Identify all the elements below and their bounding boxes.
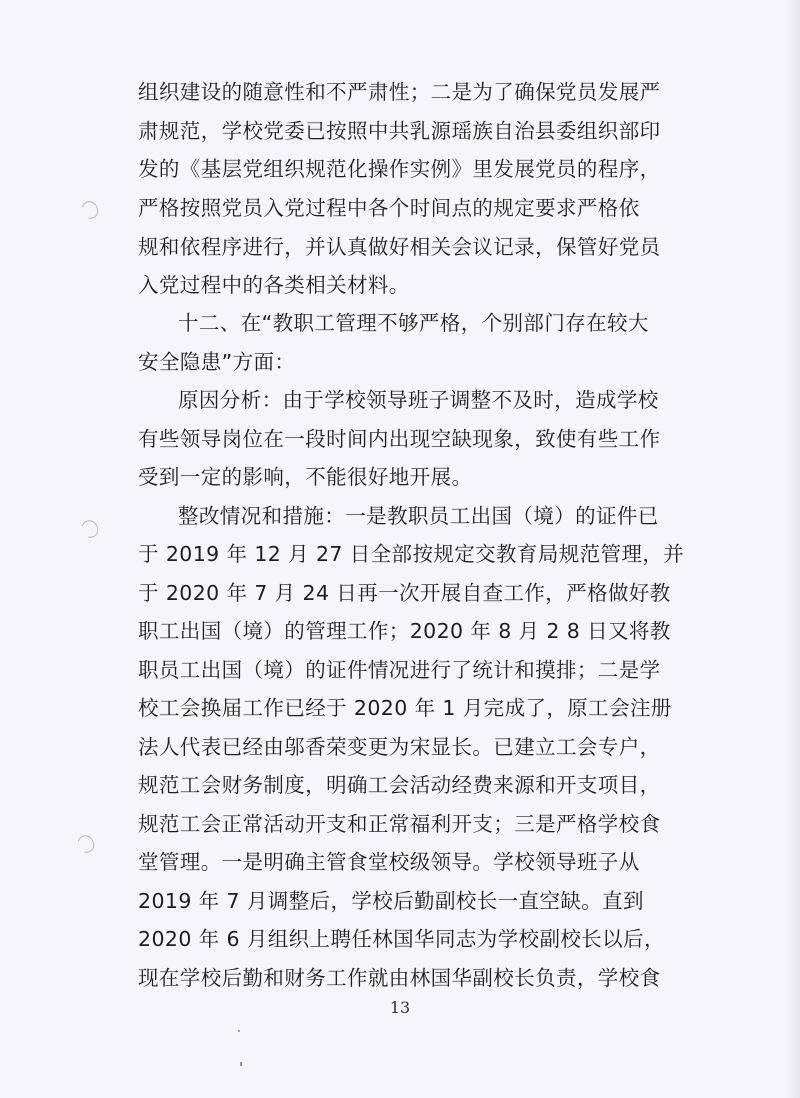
- text-line: 职工出国（境）的管理工作；2020 年 8 月 2 8 日又将教: [138, 619, 671, 643]
- scan-speck: [238, 1030, 240, 1032]
- text-line: 法人代表已经由邬香荣变更为宋显长。已建立工会专户，: [138, 735, 661, 759]
- text-line: 发的《基层党组织规范化操作实例》里发展党员的程序，: [138, 157, 661, 181]
- text-line: 于 2020 年 7 月 24 日再一次开展自查工作，严格做好教: [138, 581, 671, 605]
- scan-speck: [240, 1062, 242, 1066]
- text-line: 规和依程序进行，并认真做好相关会议记录，保管好党员: [138, 235, 661, 259]
- text-line: 2020 年 6 月组织上聘任林国华同志为学校副校长以后，: [138, 927, 665, 951]
- text-line: 规范工会正常活动开支和正常福利开支；三是严格学校食: [138, 812, 661, 836]
- section-heading: 十二、在“教职工管理不够严格，个别部门存在较大: [178, 311, 649, 335]
- text-line: 整改情况和措施：一是教职员工出国（境）的证件已: [178, 504, 659, 528]
- text-line: 规范工会财务制度，明确工会活动经费来源和开支项目，: [138, 773, 661, 797]
- text-line: 现在学校后勤和财务工作就由林国华副校长负责，学校食: [138, 966, 661, 990]
- page-number: 13: [389, 998, 411, 1017]
- text-line: 职员工出国（境）的证件情况进行了统计和摸排；二是学: [138, 658, 661, 682]
- text-line: 于 2019 年 12 月 27 日全部按规定交教育局规范管理，并: [138, 542, 685, 566]
- text-line: 严格按照党员入党过程中各个时间点的规定要求严格依: [138, 196, 640, 220]
- text-line: 校工会换届工作已经于 2020 年 1 月完成了，原工会注册: [138, 696, 672, 720]
- punch-hole-mark: [79, 517, 102, 541]
- section-heading: 安全隐患”方面：: [138, 350, 296, 374]
- text-line: 肃规范，学校党委已按照中共乳源瑶族自治县委组织部印: [138, 119, 661, 143]
- text-line: 2019 年 7 月调整后，学校后勤副校长一直空缺。直到: [138, 889, 644, 913]
- text-line: 组织建设的随意性和不严肃性；二是为了确保党员发展严: [138, 80, 661, 104]
- text-line: 堂管理。一是明确主管食堂校级领导。学校领导班子从: [138, 850, 640, 874]
- punch-hole-mark: [75, 832, 98, 856]
- text-line: 受到一定的影响，不能很好地开展。: [138, 465, 473, 489]
- text-line: 入党过程中的各类相关材料。: [138, 273, 410, 297]
- punch-hole-mark: [79, 198, 102, 222]
- text-line: 原因分析：由于学校领导班子调整不及时，造成学校: [178, 388, 659, 412]
- page-edge-shadow: [786, 0, 800, 1098]
- text-line: 有些领导岗位在一段时间内出现空缺现象，致使有些工作: [138, 427, 661, 451]
